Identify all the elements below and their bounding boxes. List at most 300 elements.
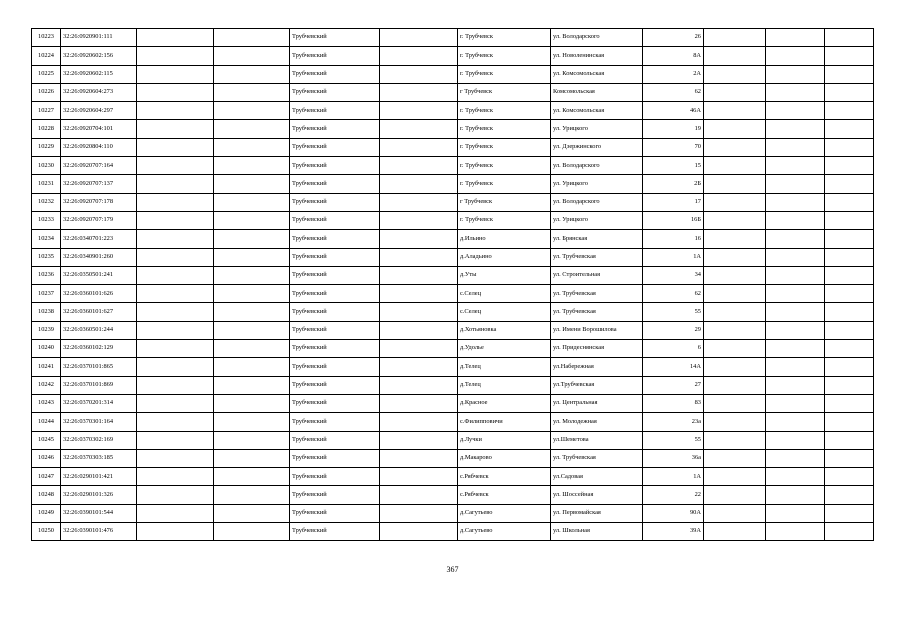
cell-empty [137,394,214,412]
cell-empty [137,504,214,522]
cell-locality: г. Трубчевск [458,65,551,83]
cell-house-number: 36а [643,449,704,467]
cell-empty [704,449,766,467]
cell-empty [766,230,825,248]
cell-empty [766,431,825,449]
cell-house-number: 26 [643,29,704,47]
cell-empty [380,285,458,303]
cell-empty [704,193,766,211]
cell-empty [380,248,458,266]
cell-empty [825,376,874,394]
cell-empty [825,394,874,412]
cell-empty [825,340,874,358]
cell-empty [380,340,458,358]
cell-record-number: 10232 [32,193,61,211]
table-row [32,83,874,101]
cell-empty [380,29,458,47]
cell-empty [825,211,874,229]
records-table-body [32,29,874,541]
cell-empty [704,303,766,321]
cell-empty [825,138,874,156]
cell-cadastral-number: 32:26:0290101:326 [61,486,137,504]
cell-cadastral-number: 32:26:0360101:626 [61,285,137,303]
cell-record-number: 10237 [32,285,61,303]
cell-empty [825,358,874,376]
cell-empty [825,230,874,248]
cell-record-number: 10239 [32,321,61,339]
cell-empty [825,486,874,504]
cell-empty [704,102,766,120]
cell-house-number: 62 [643,285,704,303]
cell-house-number: 2А [643,65,704,83]
cell-locality: д.Макарово [458,449,551,467]
cell-empty [704,266,766,284]
cell-cadastral-number: 32:26:0370201:314 [61,394,137,412]
cell-street: ул. Комсомольская [551,102,643,120]
cell-locality: д.Уты [458,266,551,284]
cell-empty [766,157,825,175]
cell-empty [704,47,766,65]
cell-empty [380,83,458,101]
cell-empty [137,175,214,193]
cell-empty [137,303,214,321]
cell-locality: д.Удолье [458,340,551,358]
cell-empty [766,449,825,467]
table-row [32,230,874,248]
table-row [32,285,874,303]
cell-empty [766,193,825,211]
cell-record-number: 10248 [32,486,61,504]
cell-empty [704,413,766,431]
cell-empty [137,83,214,101]
cell-empty [766,266,825,284]
cell-house-number: 2Б [643,175,704,193]
cell-record-number: 10249 [32,504,61,522]
cell-empty [214,175,290,193]
cell-district: Трубчевский [290,157,380,175]
cell-street: ул.Шеметова [551,431,643,449]
cell-cadastral-number: 32:26:0290101:421 [61,468,137,486]
cell-record-number: 10224 [32,47,61,65]
cell-house-number: 34 [643,266,704,284]
cell-district: Трубчевский [290,358,380,376]
table-row [32,47,874,65]
cell-street: ул. Володарского [551,193,643,211]
cell-locality: с.Филипповичи [458,413,551,431]
cell-empty [214,157,290,175]
cell-locality: с.Рябчевск [458,468,551,486]
cell-district: Трубчевский [290,193,380,211]
cell-cadastral-number: 32:26:0390101:544 [61,504,137,522]
cell-empty [137,102,214,120]
cell-street: ул. Центральная [551,394,643,412]
cell-district: Трубчевский [290,394,380,412]
cell-street: ул. Урицкого [551,211,643,229]
table-row [32,102,874,120]
cell-empty [137,138,214,156]
cell-locality: г. Трубчевск [458,47,551,65]
cell-district: Трубчевский [290,486,380,504]
cell-district: Трубчевский [290,413,380,431]
cell-cadastral-number: 32:26:0390101:476 [61,523,137,541]
cell-locality: г. Трубчевск [458,138,551,156]
cell-record-number: 10225 [32,65,61,83]
cell-empty [825,504,874,522]
cell-cadastral-number: 32:26:0370101:865 [61,358,137,376]
cell-street: ул. Первомайская [551,504,643,522]
table-row [32,175,874,193]
table-row [32,157,874,175]
cell-empty [766,175,825,193]
cell-empty [704,175,766,193]
cell-district: Трубчевский [290,468,380,486]
cell-district: Трубчевский [290,138,380,156]
cell-empty [825,303,874,321]
cell-record-number: 10234 [32,230,61,248]
cell-locality: г. Трубчевск [458,157,551,175]
cell-locality: с.Селец [458,285,551,303]
cell-empty [825,468,874,486]
cell-empty [825,431,874,449]
cell-empty [137,65,214,83]
cell-empty [380,266,458,284]
cell-empty [137,413,214,431]
cell-empty [214,83,290,101]
cell-record-number: 10238 [32,303,61,321]
cell-district: Трубчевский [290,449,380,467]
cell-empty [380,358,458,376]
cell-empty [766,102,825,120]
cell-empty [214,303,290,321]
cell-empty [704,157,766,175]
cell-street: ул. Молодежная [551,413,643,431]
cell-record-number: 10243 [32,394,61,412]
cell-house-number: 46А [643,102,704,120]
cell-empty [137,157,214,175]
cell-cadastral-number: 32:26:0920704:101 [61,120,137,138]
cell-district: Трубчевский [290,321,380,339]
cell-empty [766,303,825,321]
cell-locality: с.Селец [458,303,551,321]
cell-empty [380,431,458,449]
cell-record-number: 10244 [32,413,61,431]
cell-record-number: 10240 [32,340,61,358]
table-row [32,486,874,504]
cell-empty [137,47,214,65]
cell-empty [137,120,214,138]
cell-district: Трубчевский [290,303,380,321]
cell-locality: с.Рябчевск [458,486,551,504]
cell-empty [825,248,874,266]
cell-district: Трубчевский [290,120,380,138]
table-row [32,431,874,449]
cell-empty [137,468,214,486]
cell-empty [704,65,766,83]
cell-house-number: 39А [643,523,704,541]
cell-empty [214,413,290,431]
cell-cadastral-number: 32:26:0370303:185 [61,449,137,467]
cell-house-number: 15 [643,157,704,175]
cell-house-number: 1А [643,468,704,486]
table-row [32,120,874,138]
cell-empty [214,486,290,504]
cell-empty [380,230,458,248]
cell-cadastral-number: 32:26:0920707:137 [61,175,137,193]
cell-district: Трубчевский [290,431,380,449]
cell-empty [766,394,825,412]
cell-empty [214,65,290,83]
cell-empty [380,523,458,541]
cell-empty [380,65,458,83]
cell-empty [825,47,874,65]
cell-house-number: 29 [643,321,704,339]
cell-empty [137,211,214,229]
cell-street: ул.Трубчевская [551,376,643,394]
cell-house-number: 16 [643,230,704,248]
cell-empty [380,504,458,522]
cell-street: Комсомольская [551,83,643,101]
cell-empty [214,340,290,358]
cell-record-number: 10226 [32,83,61,101]
cell-empty [380,102,458,120]
cell-cadastral-number: 32:26:0920602:115 [61,65,137,83]
cell-cadastral-number: 32:26:0360501:244 [61,321,137,339]
cell-house-number: 1А [643,248,704,266]
cell-house-number: 6 [643,340,704,358]
cell-locality: г. Трубчевск [458,211,551,229]
cell-empty [214,449,290,467]
cell-district: Трубчевский [290,65,380,83]
cell-empty [825,102,874,120]
cell-record-number: 10242 [32,376,61,394]
cell-cadastral-number: 32:26:0920602:156 [61,47,137,65]
cell-empty [825,157,874,175]
cell-empty [704,394,766,412]
cell-district: Трубчевский [290,47,380,65]
cell-district: Трубчевский [290,175,380,193]
cell-cadastral-number: 32:26:0920707:178 [61,193,137,211]
cell-empty [766,248,825,266]
cell-empty [137,29,214,47]
cell-cadastral-number: 32:26:0920604:297 [61,102,137,120]
cell-empty [704,83,766,101]
cell-empty [766,486,825,504]
cell-empty [704,120,766,138]
cell-empty [825,449,874,467]
cell-record-number: 10231 [32,175,61,193]
cell-record-number: 10236 [32,266,61,284]
cell-district: Трубчевский [290,523,380,541]
cell-street: ул. Трубчевская [551,285,643,303]
table-row [32,504,874,522]
cell-empty [380,394,458,412]
cell-empty [380,211,458,229]
cell-house-number: 55 [643,303,704,321]
cell-empty [766,340,825,358]
cell-street: ул.Набережная [551,358,643,376]
cell-empty [137,376,214,394]
cell-locality: г. Трубчевск [458,120,551,138]
cell-empty [704,486,766,504]
cell-record-number: 10230 [32,157,61,175]
cell-empty [704,523,766,541]
cell-empty [214,468,290,486]
cell-street: ул. Комсомольская [551,65,643,83]
cell-empty [137,230,214,248]
cell-house-number: 83 [643,394,704,412]
cell-empty [214,193,290,211]
records-table [31,28,874,541]
cell-street: ул. Имени Ворошилова [551,321,643,339]
cell-empty [214,266,290,284]
cell-locality: д.Аладьино [458,248,551,266]
cell-empty [214,102,290,120]
cell-cadastral-number: 32:26:0360101:627 [61,303,137,321]
cell-empty [766,376,825,394]
cell-empty [704,230,766,248]
cell-empty [825,523,874,541]
cell-street: ул. Придеснянская [551,340,643,358]
cell-empty [825,120,874,138]
cell-empty [704,358,766,376]
cell-street: ул. Новоленинская [551,47,643,65]
cell-empty [766,83,825,101]
cell-cadastral-number: 32:26:0370302:169 [61,431,137,449]
cell-empty [766,523,825,541]
cell-locality: д.Сагутьево [458,523,551,541]
cell-empty [137,358,214,376]
cell-locality: г. Трубчевск [458,102,551,120]
cell-empty [137,486,214,504]
cell-locality: д.Телец [458,358,551,376]
cell-empty [704,321,766,339]
cell-district: Трубчевский [290,83,380,101]
cell-empty [704,248,766,266]
cell-empty [214,211,290,229]
cell-house-number: 62 [643,83,704,101]
cell-empty [380,321,458,339]
cell-district: Трубчевский [290,248,380,266]
cell-house-number: 22 [643,486,704,504]
cell-street: ул. Дзержинского [551,138,643,156]
cell-cadastral-number: 32:26:0350501:241 [61,266,137,284]
cell-empty [825,321,874,339]
cell-street: ул. Строительная [551,266,643,284]
cell-empty [214,230,290,248]
cell-street: ул. Урицкого [551,175,643,193]
cell-empty [704,376,766,394]
cell-empty [825,65,874,83]
cell-empty [825,175,874,193]
cell-cadastral-number: 32:26:0920707:164 [61,157,137,175]
cell-empty [766,211,825,229]
cell-empty [704,211,766,229]
cell-empty [380,138,458,156]
cell-empty [380,157,458,175]
cell-empty [137,523,214,541]
cell-street: ул. Урицкого [551,120,643,138]
cell-empty [214,358,290,376]
cell-district: Трубчевский [290,230,380,248]
cell-house-number: 16Б [643,211,704,229]
cell-district: Трубчевский [290,266,380,284]
cell-house-number: 17 [643,193,704,211]
table-row [32,303,874,321]
cell-empty [214,248,290,266]
table-row [32,340,874,358]
cell-locality: г. Трубчевск [458,29,551,47]
cell-empty [704,468,766,486]
cell-record-number: 10245 [32,431,61,449]
cell-empty [766,468,825,486]
cell-empty [137,449,214,467]
cell-empty [704,340,766,358]
cell-locality: д.Красное [458,394,551,412]
cell-district: Трубчевский [290,211,380,229]
cell-empty [214,431,290,449]
cell-empty [704,138,766,156]
table-row [32,523,874,541]
table-row [32,193,874,211]
cell-empty [380,120,458,138]
cell-empty [825,193,874,211]
cell-record-number: 10223 [32,29,61,47]
table-row [32,413,874,431]
page-number: 367 [446,565,459,574]
cell-empty [766,504,825,522]
cell-street: ул. Трубчевская [551,303,643,321]
cell-empty [766,321,825,339]
cell-empty [380,303,458,321]
cell-cadastral-number: 32:26:0370301:164 [61,413,137,431]
cell-cadastral-number: 32:26:0920804:110 [61,138,137,156]
cell-cadastral-number: 32:26:0920604:273 [61,83,137,101]
cell-empty [766,358,825,376]
table-row [32,266,874,284]
cell-empty [137,340,214,358]
cell-empty [704,29,766,47]
cell-record-number: 10227 [32,102,61,120]
table-row [32,248,874,266]
table-row [32,358,874,376]
cell-cadastral-number: 32:26:0340901:260 [61,248,137,266]
cell-empty [380,486,458,504]
cell-empty [214,504,290,522]
cell-district: Трубчевский [290,504,380,522]
cell-empty [214,321,290,339]
table-row [32,65,874,83]
cell-empty [380,449,458,467]
cell-locality: д.Телец [458,376,551,394]
cell-record-number: 10241 [32,358,61,376]
cell-house-number: 90А [643,504,704,522]
cell-district: Трубчевский [290,285,380,303]
table-row [32,138,874,156]
cell-empty [766,65,825,83]
cell-cadastral-number: 32:26:0920901:111 [61,29,137,47]
cell-house-number: 8А [643,47,704,65]
table-row [32,394,874,412]
cell-locality: г. Трубчевск [458,175,551,193]
cell-street: ул. Трубчевская [551,248,643,266]
cell-empty [380,193,458,211]
cell-street: ул. Шоссейная [551,486,643,504]
table-row [32,376,874,394]
cell-locality: д.Ильино [458,230,551,248]
cell-empty [214,285,290,303]
cell-house-number: 14А [643,358,704,376]
cell-empty [137,321,214,339]
